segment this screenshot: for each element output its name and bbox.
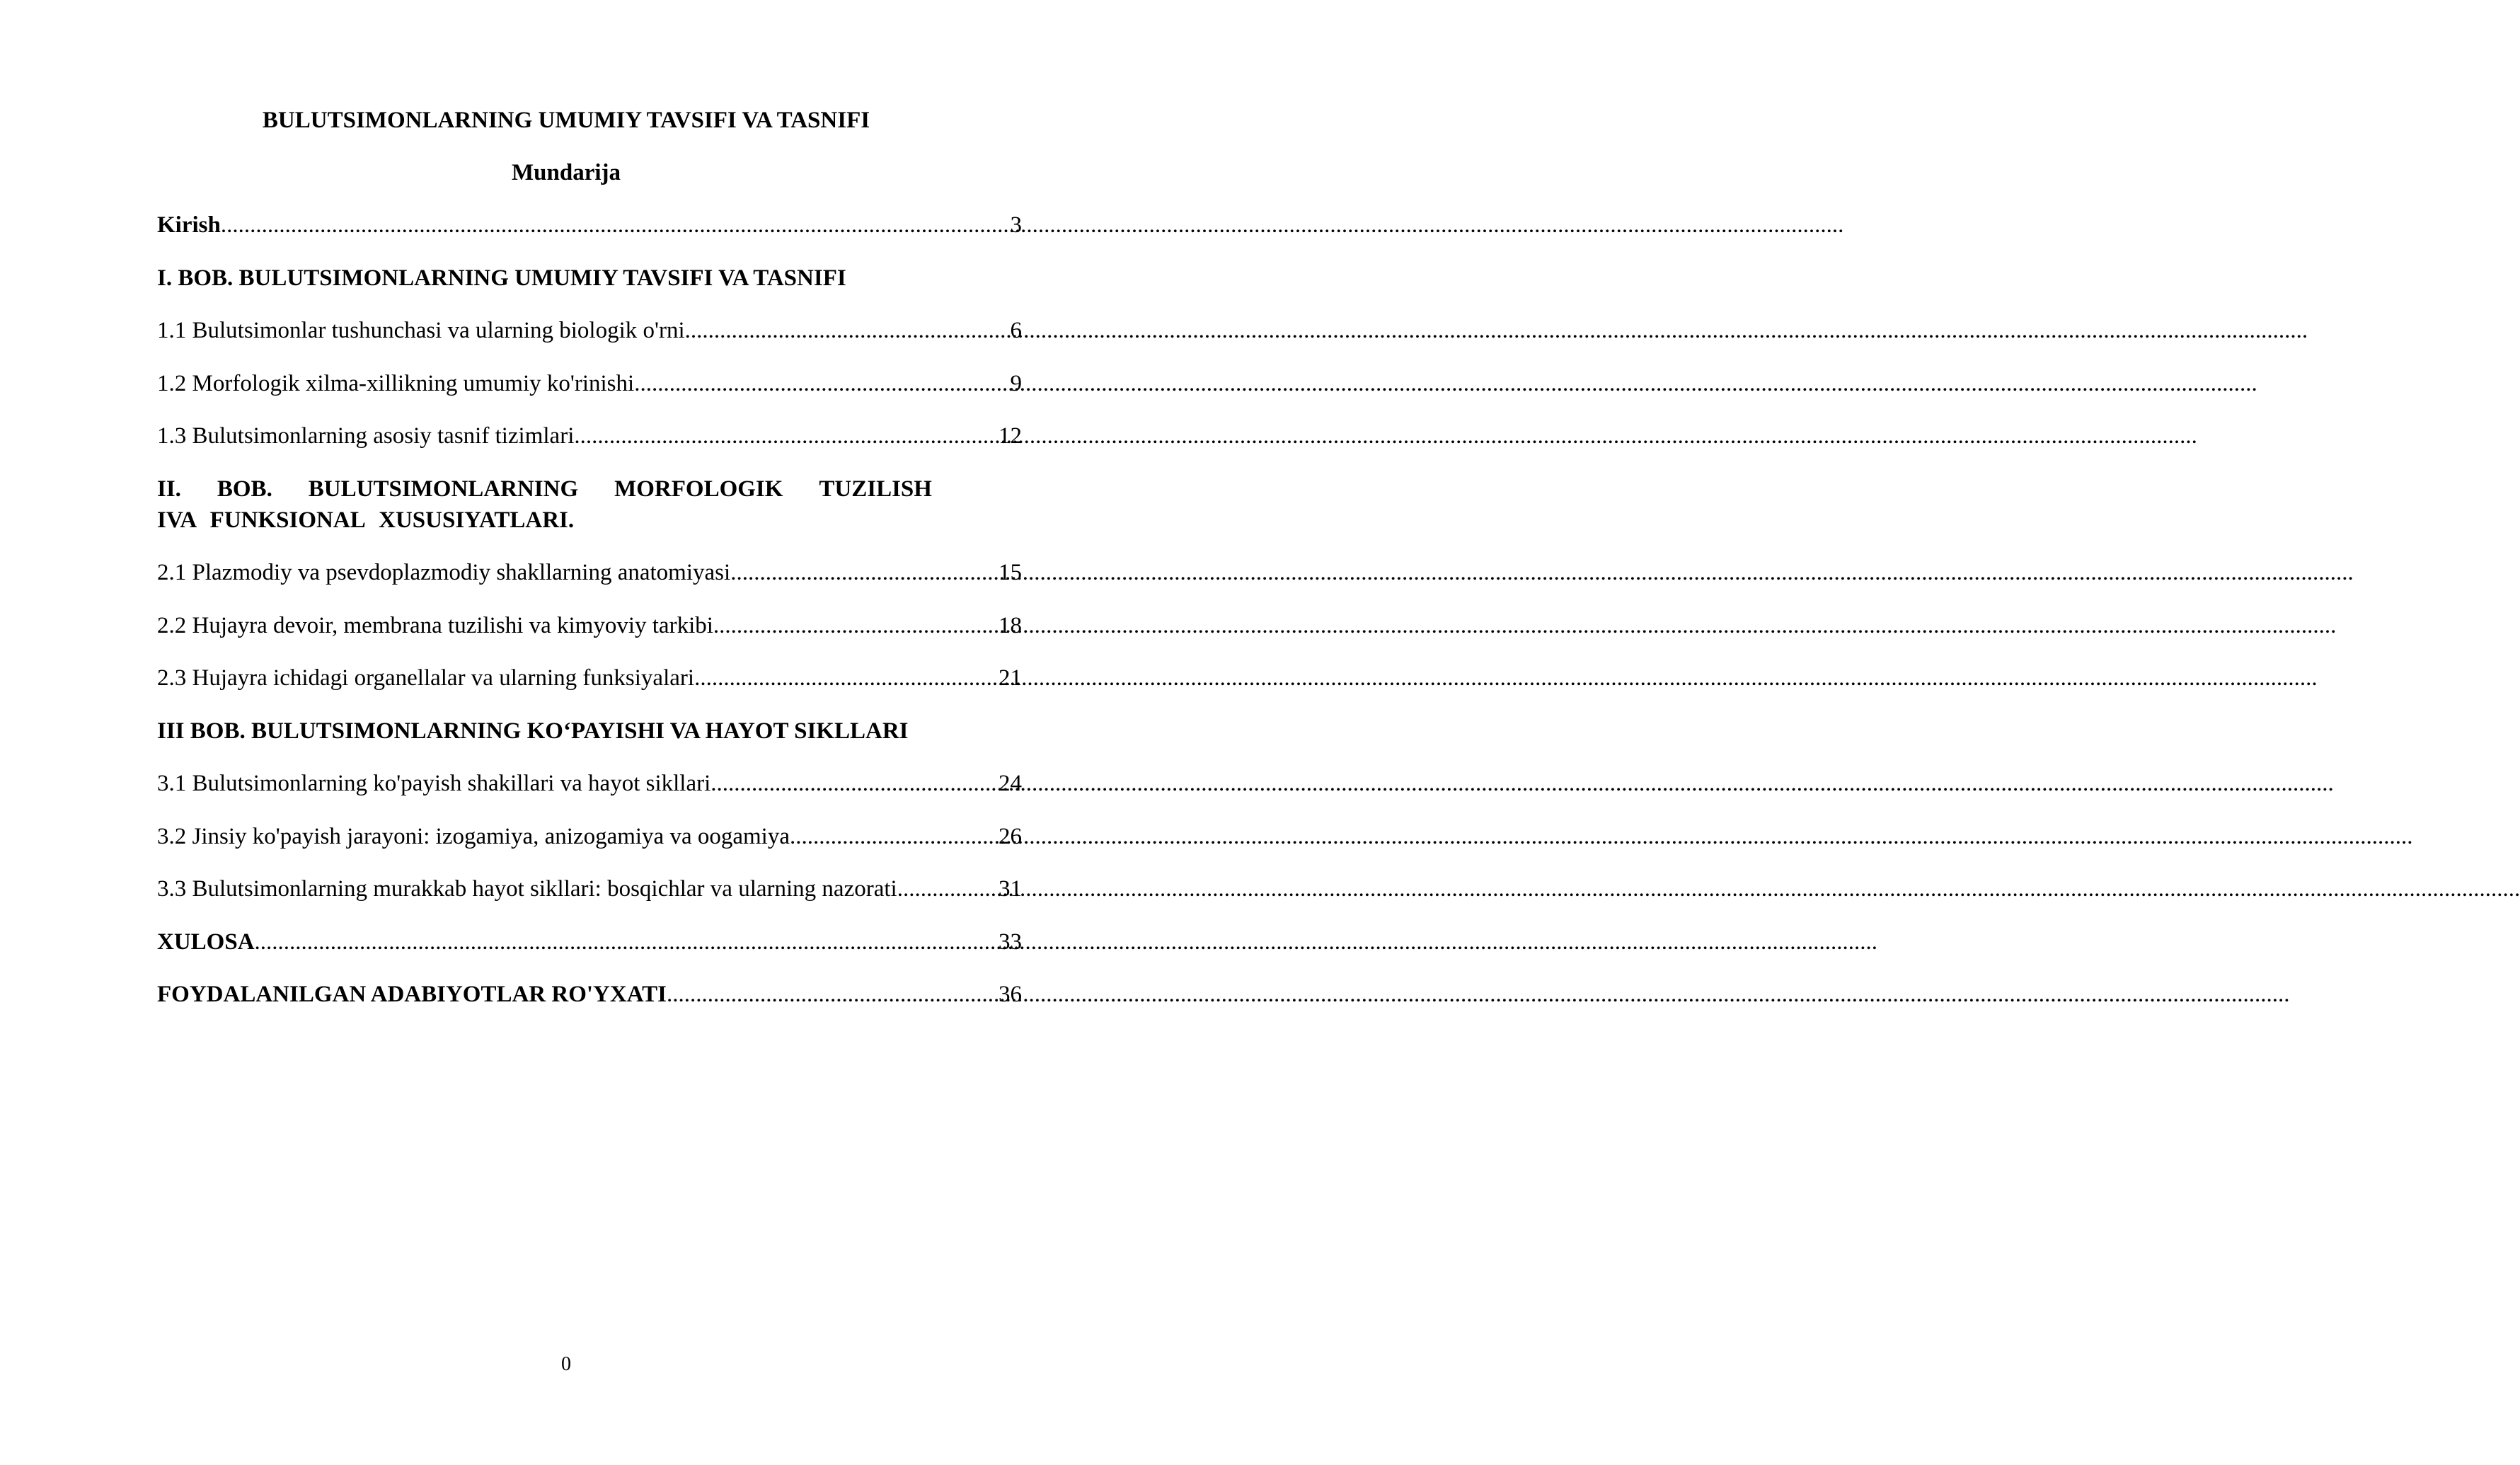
toc-dot-leader	[574, 420, 999, 452]
toc-chapter-2-title[interactable]	[157, 473, 1022, 536]
toc-entry-label: 1.1 Bulutsimonlar tushunchasi va ularning biologik o'rni	[157, 318, 685, 343]
page-number: 0	[561, 1353, 571, 1375]
toc-entry-conclusion[interactable]	[157, 926, 1022, 958]
toc-dot-leader	[897, 873, 999, 904]
toc-entry-page: 18	[999, 612, 1022, 638]
title-word: TUZILISH	[819, 476, 932, 502]
toc-dot-leader	[221, 209, 1011, 241]
toc-entry-page: 33	[999, 929, 1022, 955]
toc-entry-page: 31	[999, 876, 1022, 902]
document-page	[0, 0, 1132, 1465]
toc-entry-2-3[interactable]	[157, 662, 1022, 694]
toc-chapter-1-title[interactable]: I. BOB. BULUTSIMONLARNING UMUMIY TAVSIFI VA TASNIFI	[157, 265, 846, 291]
toc-entry-page: 36	[999, 982, 1022, 1007]
toc-entry-label: 3.2 Jinsiy ko'payish jarayoni: izogamiya, anizogamiya va oogamiya	[157, 823, 790, 849]
toc-entry-label: FOYDALANILGAN ADABIYOTLAR RO'YXATI	[157, 982, 667, 1007]
toc-entry-references[interactable]	[157, 979, 1022, 1010]
toc-entry-page: 15	[999, 560, 1022, 585]
toc-chapter-2-title-line2: IVA FUNKSIONAL XUSUSIYATLARI.	[157, 507, 575, 533]
toc-entry-intro[interactable]	[157, 209, 1022, 241]
document-title: BULUTSIMONLARNING UMUMIY TAVSIFI VA TASNIFI	[262, 108, 870, 133]
toc-entry-3-2[interactable]	[157, 821, 1022, 852]
toc-dot-leader	[667, 979, 999, 1010]
toc-chapter-2-title-line1	[157, 473, 932, 505]
toc-entry-2-2[interactable]	[157, 610, 1022, 641]
toc-dot-leader	[710, 768, 999, 799]
title-word: BOB.	[217, 476, 272, 502]
toc-entry-label: 2.3 Hujayra ichidagi organellalar va ularning funksiyalari	[157, 665, 695, 691]
toc-entry-1-1[interactable]	[157, 315, 1022, 346]
toc-entry-page: 3	[1010, 212, 1022, 238]
toc-entry-label: 1.2 Morfologik xilma-xillikning umumiy ko'rinishi	[157, 370, 635, 396]
toc-entry-page: 21	[999, 665, 1022, 691]
table-of-contents	[157, 209, 1022, 1032]
toc-entry-label: 3.3 Bulutsimonlarning murakkab hayot sikllari: bosqichlar va ularning nazorati	[157, 876, 897, 902]
toc-dot-leader	[685, 315, 1011, 346]
toc-heading: Mundarija	[511, 160, 621, 185]
toc-entry-page: 6	[1010, 318, 1022, 343]
toc-entry-label: Kirish	[157, 212, 221, 238]
toc-dot-leader	[713, 610, 999, 641]
toc-chapter-3-title[interactable]: III BOB. BULUTSIMONLARNING KO‘PAYISHI VA HAYOT SIKLLARI	[157, 718, 909, 744]
toc-dot-leader	[790, 821, 999, 852]
title-word: BULUTSIMONLARNING	[308, 476, 579, 502]
toc-entry-3-3[interactable]	[157, 873, 1022, 904]
title-word: MORFOLOGIK	[614, 476, 783, 502]
toc-entry-page: 12	[999, 423, 1022, 449]
toc-entry-page: 26	[999, 823, 1022, 849]
toc-dot-leader	[634, 368, 1010, 399]
toc-entry-label: 3.1 Bulutsimonlarning ko'payish shakillari va hayot sikllari	[157, 771, 711, 796]
toc-entry-label: 1.3 Bulutsimonlarning asosiy tasnif tizimlari	[157, 423, 575, 449]
toc-entry-2-1[interactable]	[157, 557, 1022, 588]
toc-entry-label: XULOSA	[157, 929, 255, 955]
toc-entry-page: 24	[999, 771, 1022, 796]
toc-entry-label: 2.2 Hujayra devoir, membrana tuzilishi va kimyoviy tarkibi	[157, 612, 713, 638]
title-word: II.	[157, 476, 181, 502]
toc-entry-1-3[interactable]	[157, 420, 1022, 452]
toc-entry-page: 9	[1010, 370, 1022, 396]
toc-dot-leader	[694, 662, 999, 694]
toc-entry-3-1[interactable]	[157, 768, 1022, 799]
toc-dot-leader	[730, 557, 999, 588]
toc-dot-leader	[255, 926, 999, 958]
toc-entry-label: 2.1 Plazmodiy va psevdoplazmodiy shakllarning anatomiyasi	[157, 560, 731, 585]
toc-entry-1-2[interactable]	[157, 368, 1022, 399]
